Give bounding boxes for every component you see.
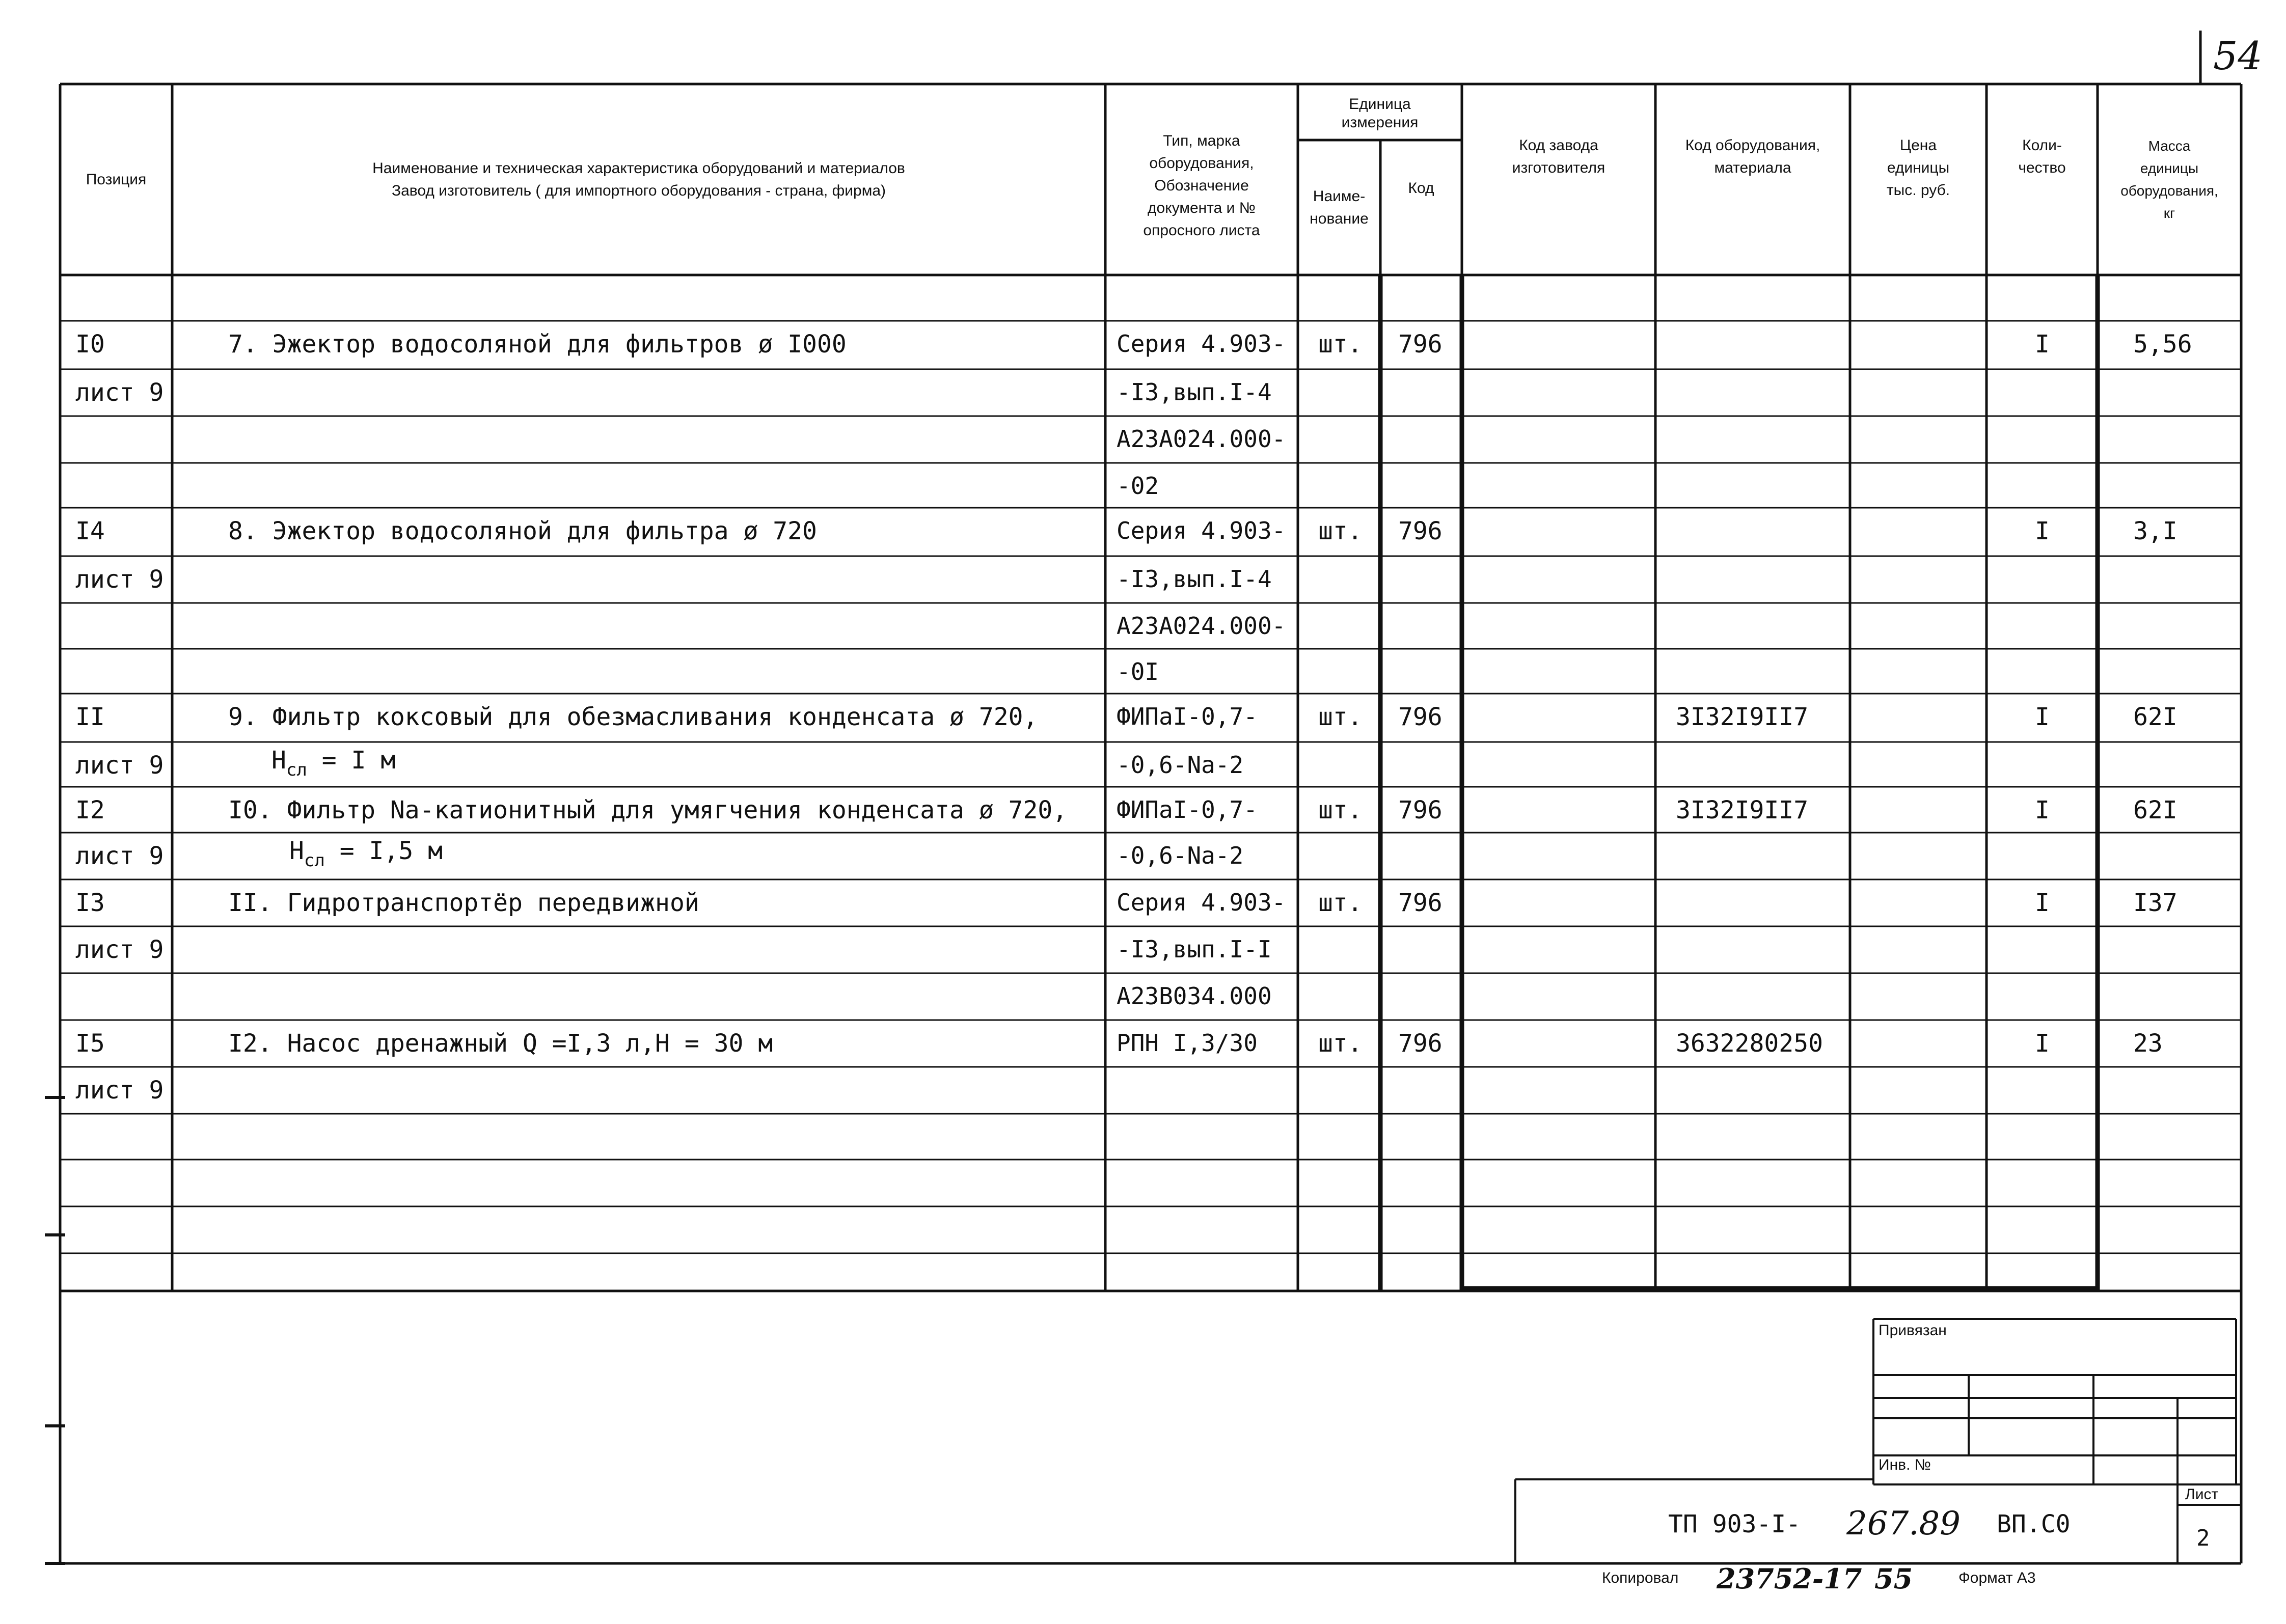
position-cell: лист 9 [75,751,164,780]
name-cell: 7. Эжектор водосоляной для фильтров ø I000 [228,330,847,359]
header-unit-group: Единица измерения [1341,96,1419,131]
formula-rest: = I,5 м [324,837,443,865]
mass-cell: I37 [2133,889,2178,917]
unit-code-cell: 796 [1398,330,1443,359]
unit-code-cell: 796 [1398,889,1443,917]
type-cell: А23А024.000- [1117,612,1286,640]
type-cell: -I3,вып.I-I [1117,935,1272,963]
copied-page: 55 [1874,1562,1913,1595]
position-cell: I0 [75,330,105,359]
doc-prefix: ТП 903-I- [1668,1510,1801,1538]
header-equipment-code: Код оборудования, материала [1685,136,1820,176]
name-cell: 8. Эжектор водосоляной для фильтра ø 720 [228,517,817,545]
quantity-cell: I [2035,889,2050,917]
type-cell: -0,6-Nа-2 [1117,842,1244,869]
quantity-cell: I [2035,703,2050,731]
list-number: 2 [2196,1525,2210,1551]
unit-code-cell: 796 [1398,1029,1443,1058]
position-cell: лист 9 [75,378,164,407]
copied-label: Копировал [1602,1570,1679,1586]
type-cell: -02 [1117,472,1159,500]
unit-name-cell: шт. [1318,796,1363,824]
position-cell: лист 9 [75,565,164,594]
unit-name-cell: шт. [1318,889,1363,917]
header-factory-code: Код завода изготовителя [1512,136,1605,176]
page-number: 54 [2213,33,2263,78]
layer-height-formula [271,746,396,780]
quantity-cell: I [2035,1029,2050,1058]
formula-h: Н [289,837,304,865]
equipment-code-cell: 3I32I9II7 [1676,796,1809,824]
position-cell: I4 [75,517,105,545]
name-cell: 9. Фильтр коксовый для обезмасливания конденсата ø 720, [228,703,1038,731]
unit-code-cell: 796 [1398,796,1443,824]
mass-cell: 62I [2133,796,2178,824]
quantity-cell: I [2035,517,2050,545]
unit-name-cell: шт. [1318,1029,1363,1058]
header-mass: Масса единицы оборудования, кг [2120,137,2218,221]
type-cell: ФИПаI-0,7- [1117,796,1258,823]
mass-cell: 3,I [2133,517,2178,545]
header-quantity: Коли- чество [2018,136,2066,176]
equipment-code-cell: 3632280250 [1676,1029,1823,1058]
position-cell: I2 [75,796,105,824]
unit-code-cell: 796 [1398,517,1443,545]
layer-height-formula [289,837,443,871]
position-cell: I5 [75,1029,105,1058]
header-price: Цена единицы тыс. руб. [1886,137,1950,199]
header-name: Наименование и техническая характеристика оборудований и материалов Завод изготовитель ( для импортного оборудования - страна, фирма) [372,159,905,199]
position-cell: I3 [75,889,105,917]
header-unit-code: Код [1408,180,1434,197]
unit-code-cell: 796 [1398,703,1443,731]
formula-sub: сл [304,850,325,871]
type-cell: Серия 4.903- [1117,889,1286,916]
quantity-cell: I [2035,330,2050,359]
position-cell: лист 9 [75,842,164,870]
quantity-cell: I [2035,796,2050,824]
type-cell: РПН I,3/30 [1117,1029,1258,1057]
format-label: Формат А3 [1958,1570,2036,1586]
name-cell: I0. Фильтр Nа-катионитный для умягчения конденсата ø 720, [228,796,1068,824]
position-cell: лист 9 [75,1076,164,1105]
mass-cell: 62I [2133,703,2178,731]
unit-name-cell: шт. [1318,330,1363,359]
type-cell: -0I [1117,658,1159,685]
unit-name-cell: шт. [1318,517,1363,545]
inv-no-label: Инв. № [1879,1456,1931,1473]
position-cell: II [75,703,105,731]
header-unit-name: Наиме- нование [1310,187,1369,227]
header-position: Позиция [86,171,147,188]
mass-cell: 23 [2133,1029,2163,1058]
type-cell: Серия 4.903- [1117,517,1286,544]
mass-cell: 5,56 [2133,330,2192,359]
name-cell: II. Гидротранспортёр передвижной [228,889,699,917]
formula-h: Н [271,746,286,775]
doc-suffix: ВП.С0 [1997,1510,2071,1538]
doc-handwritten: 267.89 [1846,1505,1961,1543]
unit-name-cell: шт. [1318,703,1363,731]
type-cell: А23А024.000- [1117,425,1286,453]
equipment-code-cell: 3I32I9II7 [1676,703,1809,731]
copied-number: 23752-17 [1717,1562,1862,1595]
type-cell: А23В034.000 [1117,982,1272,1010]
list-label: Лист [2185,1486,2219,1503]
header-type: Тип, марка оборудования, Обозначение документа и № опросного листа [1143,132,1260,239]
type-cell: ФИПаI-0,7- [1117,703,1258,730]
formula-rest: = I м [307,746,396,775]
type-cell: -0,6-Nа-2 [1117,751,1244,779]
position-cell: лист 9 [75,935,164,964]
type-cell: Серия 4.903- [1117,330,1286,357]
name-cell: I2. Насос дренажный Q =I,3 л,Н = 30 м [228,1029,773,1058]
type-cell: -I3,вып.I-4 [1117,565,1272,593]
type-cell: -I3,вып.I-4 [1117,378,1272,406]
privyazan-label: Привязан [1879,1322,1947,1339]
formula-sub: сл [286,760,307,780]
